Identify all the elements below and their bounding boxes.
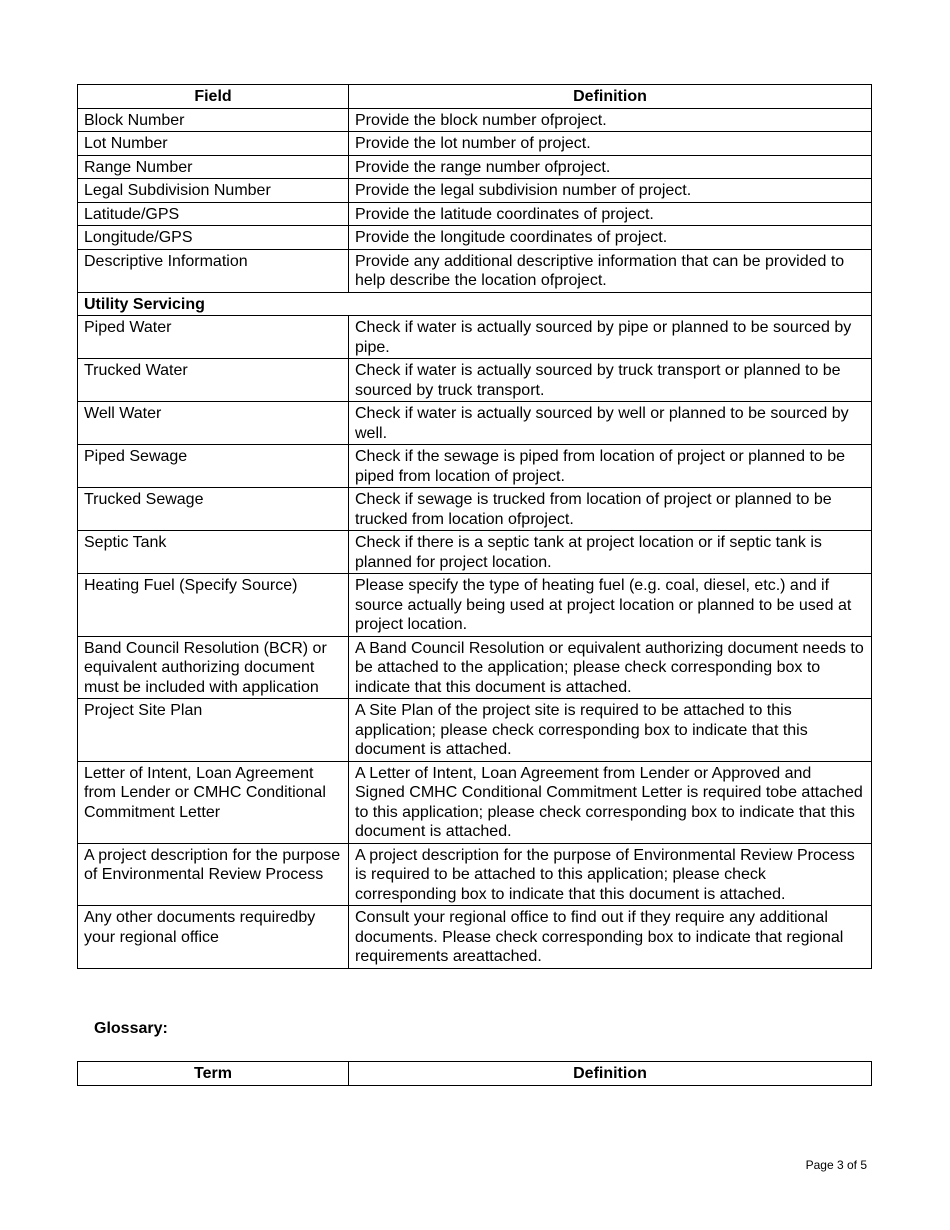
field-cell: Longitude/GPS [78,226,349,250]
definition-cell: Consult your regional office to find out if they require any additional documents. Please check corresponding box to indicate that regional requirements areattached. [349,906,872,969]
field-cell: Latitude/GPS [78,202,349,226]
field-cell: Range Number [78,155,349,179]
definition-cell: Please specify the type of heating fuel (e.g. coal, diesel, etc.) and if source actually being used at project location or planned to be used at project location. [349,574,872,637]
table-row [78,531,872,574]
table-row [78,108,872,132]
field-cell: Piped Sewage [78,445,349,488]
definition-cell: A Site Plan of the project site is required to be attached to this application; please check corresponding box to indicate that this document is attached. [349,699,872,762]
table-row [78,179,872,203]
table-row [78,906,872,969]
glossary-definition-column-header: Definition [349,1062,872,1086]
definition-cell: Check if there is a septic tank at project location or if septic tank is planned for project location. [349,531,872,574]
table-row [78,155,872,179]
table-row [78,488,872,531]
field-cell: Trucked Sewage [78,488,349,531]
section-title: Utility Servicing [78,292,872,316]
table-row [78,359,872,402]
definition-column-header: Definition [349,85,872,109]
field-cell: Lot Number [78,132,349,156]
page-number: Page 3 of 5 [805,1158,867,1172]
table-row [78,202,872,226]
glossary-table [77,1061,872,1086]
definition-cell: Provide any additional descriptive information that can be provided to help describe the location ofproject. [349,249,872,292]
field-cell: Legal Subdivision Number [78,179,349,203]
glossary-header-row [78,1062,872,1086]
field-column-header: Field [78,85,349,109]
table-row [78,226,872,250]
table-row [78,132,872,156]
field-cell: Letter of Intent, Loan Agreement from Lender or CMHC Conditional Commitment Letter [78,761,349,843]
definition-cell: Check if water is actually sourced by pipe or planned to be sourced by pipe. [349,316,872,359]
field-cell: Project Site Plan [78,699,349,762]
field-cell: Trucked Water [78,359,349,402]
definition-cell: Check if the sewage is piped from location of project or planned to be piped from location of project. [349,445,872,488]
table-row [78,699,872,762]
definition-cell: Check if water is actually sourced by well or planned to be sourced by well. [349,402,872,445]
definition-cell: Provide the latitude coordinates of project. [349,202,872,226]
field-cell: Block Number [78,108,349,132]
table-row [78,761,872,843]
table-row [78,636,872,699]
field-cell: Any other documents requiredby your regional office [78,906,349,969]
definition-cell: Provide the lot number of project. [349,132,872,156]
definition-cell: Provide the block number ofproject. [349,108,872,132]
glossary-heading: Glossary: [94,1020,168,1037]
field-cell: Septic Tank [78,531,349,574]
field-cell: Heating Fuel (Specify Source) [78,574,349,637]
definition-cell: Check if water is actually sourced by truck transport or planned to be sourced by truck transport. [349,359,872,402]
field-cell: Piped Water [78,316,349,359]
definition-cell: A Letter of Intent, Loan Agreement from Lender or Approved and Signed CMHC Conditional Commitment Letter is required tobe attached to this application; please check corresponding box to indicate that this document is attached. [349,761,872,843]
definition-cell: Provide the legal subdivision number of project. [349,179,872,203]
table-row [78,445,872,488]
definition-cell: Provide the longitude coordinates of project. [349,226,872,250]
table-row [78,843,872,906]
section-row [78,292,872,316]
field-cell: Band Council Resolution (BCR) or equivalent authorizing document must be included with application [78,636,349,699]
table-row [78,316,872,359]
definition-cell: A Band Council Resolution or equivalent authorizing document needs to be attached to the application; please check corresponding box to indicate that this document is attached. [349,636,872,699]
table-header-row [78,85,872,109]
field-cell: A project description for the purpose of Environmental Review Process [78,843,349,906]
table-row [78,574,872,637]
field-cell: Well Water [78,402,349,445]
table-row [78,402,872,445]
term-column-header: Term [78,1062,349,1086]
definition-cell: Check if sewage is trucked from location of project or planned to be trucked from location ofproject. [349,488,872,531]
field-cell: Descriptive Information [78,249,349,292]
definition-cell: A project description for the purpose of Environmental Review Process is required to be attached to this application; please check corresponding box to indicate that this document is attached. [349,843,872,906]
fields-table [77,84,872,969]
definition-cell: Provide the range number ofproject. [349,155,872,179]
table-row [78,249,872,292]
